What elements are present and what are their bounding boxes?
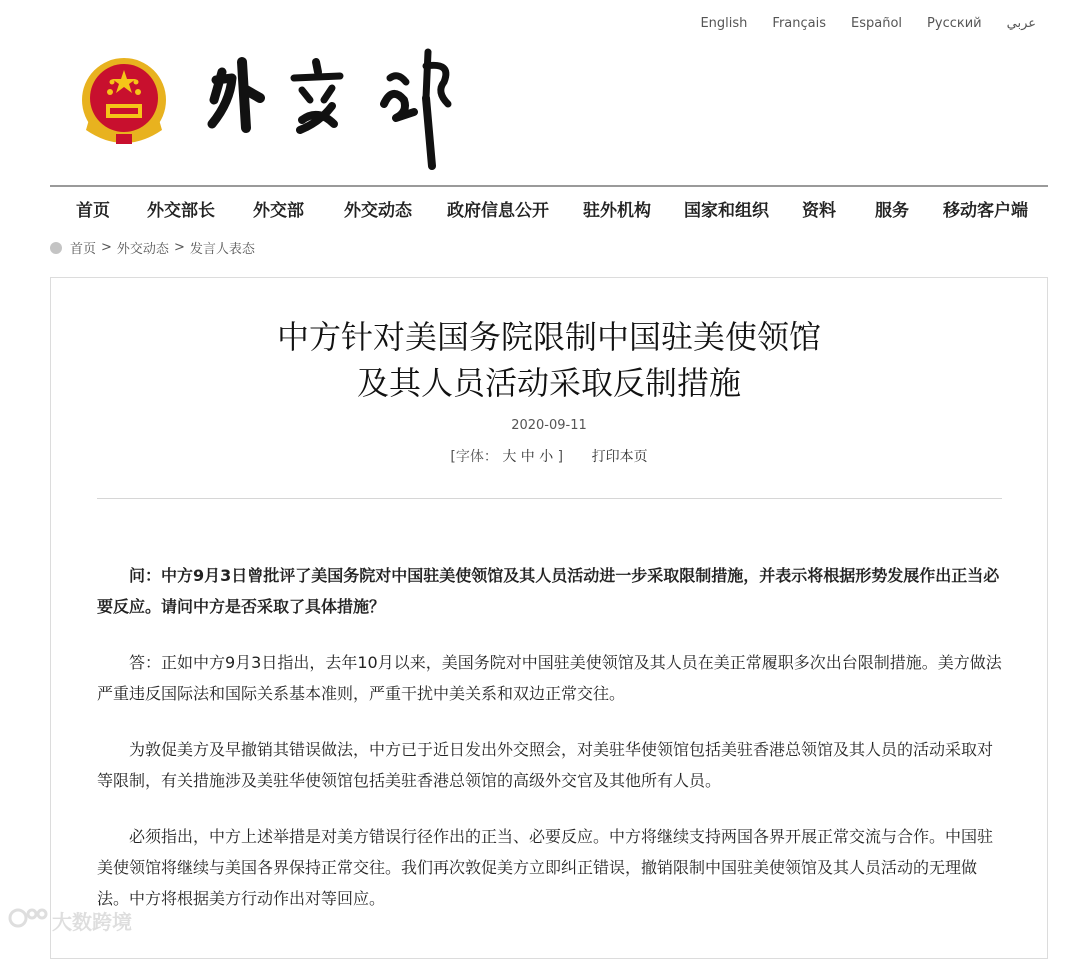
nav-item-services[interactable]: 服务 — [875, 201, 909, 221]
article-title-line-1: 中方针对美国务院限制中国驻美使领馆 — [276, 318, 821, 356]
watermark — [8, 906, 132, 935]
nav-top-divider — [50, 185, 1048, 187]
nav-item-missions-abroad[interactable]: 驻外机构 — [583, 201, 651, 221]
article-divider — [97, 498, 1002, 499]
lang-russian[interactable]: Русский — [927, 16, 982, 31]
nav-item-foreign-minister[interactable]: 外交部长 — [147, 201, 215, 221]
language-bar — [700, 16, 1036, 31]
nav-item-home[interactable]: 首页 — [76, 201, 110, 221]
breadcrumb-home[interactable]: 首页 — [70, 242, 97, 257]
lang-spanish[interactable]: Español — [851, 16, 903, 31]
main-nav — [50, 196, 1048, 220]
font-size-small-button[interactable]: 小 — [539, 449, 554, 465]
lang-english[interactable]: English — [700, 16, 748, 31]
article-tools — [51, 446, 1047, 466]
nav-item-diplomatic-news[interactable]: 外交动态 — [344, 201, 412, 221]
national-emblem-icon[interactable] — [80, 56, 168, 148]
watermark-logo-icon — [8, 906, 48, 935]
article-card — [50, 277, 1048, 959]
breadcrumb-separator: > — [101, 240, 112, 255]
article-title-line-2: 及其人员活动采取反制措施 — [356, 364, 741, 402]
breadcrumb-dot-icon — [50, 242, 62, 254]
breadcrumb-section[interactable]: 外交动态 — [116, 242, 169, 257]
watermark-text: 大数跨境 — [52, 910, 132, 934]
breadcrumb-separator: > — [173, 240, 185, 255]
font-size-label: [字体： — [450, 449, 498, 465]
nav-item-mobile-client[interactable]: 移动客户端 — [943, 201, 1028, 221]
article-paragraph-question: 问：中方9月3日曾批评了美国务院对中国驻美使领馆及其人员活动进一步采取限制措施，并表示将根据形势发展作出正当必要反应。请问中方是否采取了具体措施？ — [97, 566, 1000, 616]
print-page-button[interactable]: 打印本页 — [591, 449, 648, 465]
article-title — [51, 314, 1047, 406]
font-size-bracket-close: ] — [557, 449, 564, 465]
article-paragraph: 为敦促美方及早撤销其错误做法，中方已于近日发出外交照会，对美驻华使领馆包括美驻香港总领馆及其人员的活动采取对等限制，有关措施涉及美驻华使领馆包括美驻香港总领馆的高级外交官及其他所有人员。 — [97, 740, 994, 790]
article-date: 2020-09-11 — [511, 418, 587, 433]
breadcrumb-page[interactable]: 发言人表态 — [189, 242, 255, 257]
article-paragraph-answer: 答：正如中方9月3日指出，去年10月以来，美国务院对中国驻美使领馆及其人员在美正常履职多次出台限制措施。美方做法严重违反国际法和国际关系基本准则，严重干扰中美关系和双边正常交往。 — [97, 653, 1002, 703]
nav-item-countries-orgs[interactable]: 国家和组织 — [684, 201, 769, 221]
nav-item-ministry[interactable]: 外交部 — [253, 201, 304, 221]
breadcrumb — [50, 238, 255, 257]
font-size-medium-button[interactable]: 中 — [520, 449, 535, 465]
nav-item-resources[interactable]: 资料 — [802, 201, 836, 221]
article-paragraph: 必须指出，中方上述举措是对美方错误行径作出的正当、必要反应。中方将继续支持两国各界开展正常交流与合作。中国驻美使领馆将继续与美国各界保持正常交往。我们再次敦促美方立即纠正错误，撤销限制中国驻美使领馆及其人员活动的无理做法。中方将根据美方行动作出对等回应。 — [97, 827, 994, 908]
lang-french[interactable]: Français — [772, 16, 827, 31]
nav-item-gov-info[interactable]: 政府信息公开 — [447, 201, 549, 221]
font-size-large-button[interactable]: 大 — [502, 449, 517, 465]
lang-arabic[interactable]: عربي — [1006, 16, 1036, 31]
site-title-calligraphy-logo[interactable] — [200, 42, 470, 172]
